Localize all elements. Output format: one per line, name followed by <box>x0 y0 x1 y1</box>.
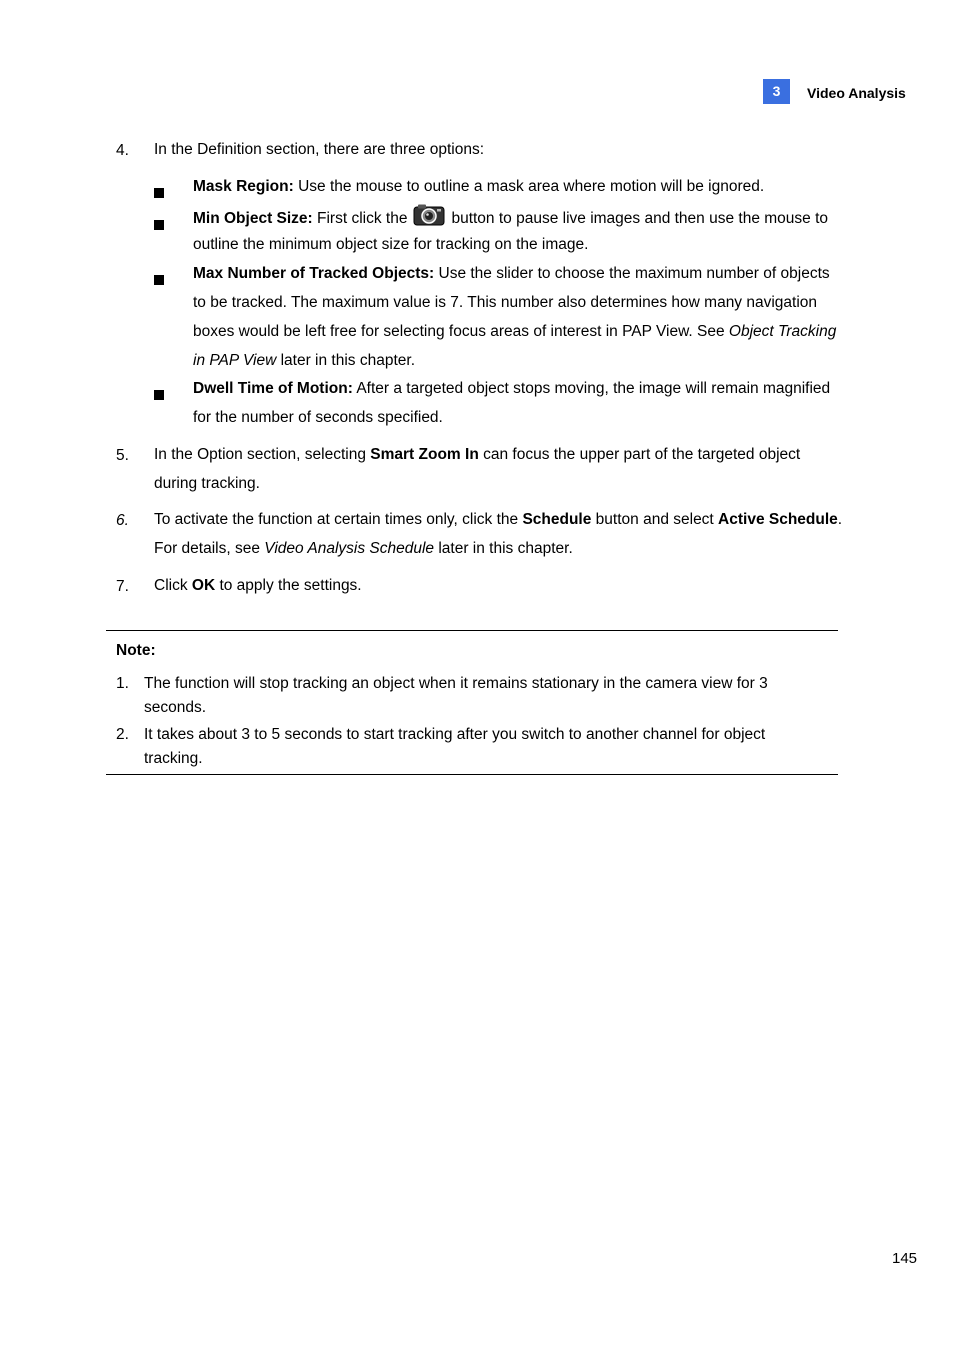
step-text <box>154 505 844 563</box>
step-number: 7. <box>116 578 129 595</box>
step-bold: Smart Zoom In <box>370 446 479 463</box>
bullet-label: Min Object Size: <box>193 210 313 227</box>
bullet-desc: First click the <box>312 210 408 227</box>
step-text-part: . For details, see <box>154 511 843 557</box>
bullet-label: Max Number of Tracked Objects: <box>193 265 435 282</box>
step-text <box>154 440 844 498</box>
bullet-desc: Use the slider to choose the maximum number of objects to be tracked. The maximum value is 7. This number also determines how many navigation boxes would be left free for selecting focus areas of interest in PAP View. See <box>193 265 830 340</box>
bullet-square-icon <box>154 188 164 198</box>
step-text-part: Click <box>154 577 192 594</box>
bullet-text <box>193 172 843 201</box>
step-bold: OK <box>191 577 216 594</box>
note-bottom-rule <box>106 774 838 775</box>
note-top-rule <box>106 630 838 631</box>
bullet-text <box>193 204 843 258</box>
chapter-number-badge: 3 <box>763 79 790 104</box>
step-bold: Active Schedule <box>718 511 838 528</box>
note-item-text: The function will stop tracking an object when it remains stationary in the camera view for 3 seconds. <box>144 675 768 716</box>
step-number: 5. <box>116 447 129 464</box>
step-text-part: button and select <box>591 511 719 528</box>
bullet-label: Dwell Time of Motion: <box>193 380 353 397</box>
step-text-part: To activate the function at certain times only, click the <box>154 511 523 528</box>
step-reference: Video Analysis Schedule <box>264 540 435 557</box>
step-text-part: later in this chapter. <box>434 540 573 557</box>
note-item-number: 2. <box>116 726 129 743</box>
step-text-part: to apply the settings. <box>215 577 362 594</box>
note-item-text: It takes about 3 to 5 seconds to start tracking after you switch to another channel for object tracking. <box>144 726 766 767</box>
step-text <box>154 571 844 600</box>
bullet-square-icon <box>154 220 164 230</box>
bullet-text <box>193 374 843 432</box>
bullet-desc: After a targeted object stops moving, the image will remain magnified for the number of seconds specified. <box>193 380 831 426</box>
page-number: 145 <box>892 1250 918 1267</box>
step-text: In the Definition section, there are three options: <box>154 141 485 158</box>
step-text-part: In the Option section, selecting <box>154 446 371 463</box>
note-title: Note: <box>116 642 156 659</box>
bullet-square-icon <box>154 275 164 285</box>
step-number: 6. <box>116 512 129 529</box>
step-bold: Schedule <box>522 511 592 528</box>
step-text-part: can focus the upper part of the targeted object during tracking. <box>154 446 801 492</box>
step-number: 4. <box>116 142 129 159</box>
chapter-title: Video Analysis <box>807 85 906 101</box>
bullet-desc-cont: button to pause live images and then use the mouse to outline the minimum object size for tracking on the image. <box>193 210 829 253</box>
camera-snapshot-icon <box>413 204 445 226</box>
note-item-number: 1. <box>116 675 129 692</box>
bullet-desc-end: later in this chapter. <box>276 352 416 369</box>
bullet-square-icon <box>154 390 164 400</box>
bullet-label: Mask Region: <box>193 178 294 195</box>
bullet-reference: Object Tracking in PAP View <box>193 323 837 369</box>
bullet-desc: Use the mouse to outline a mask area where motion will be ignored. <box>293 178 765 195</box>
bullet-text <box>193 259 843 375</box>
